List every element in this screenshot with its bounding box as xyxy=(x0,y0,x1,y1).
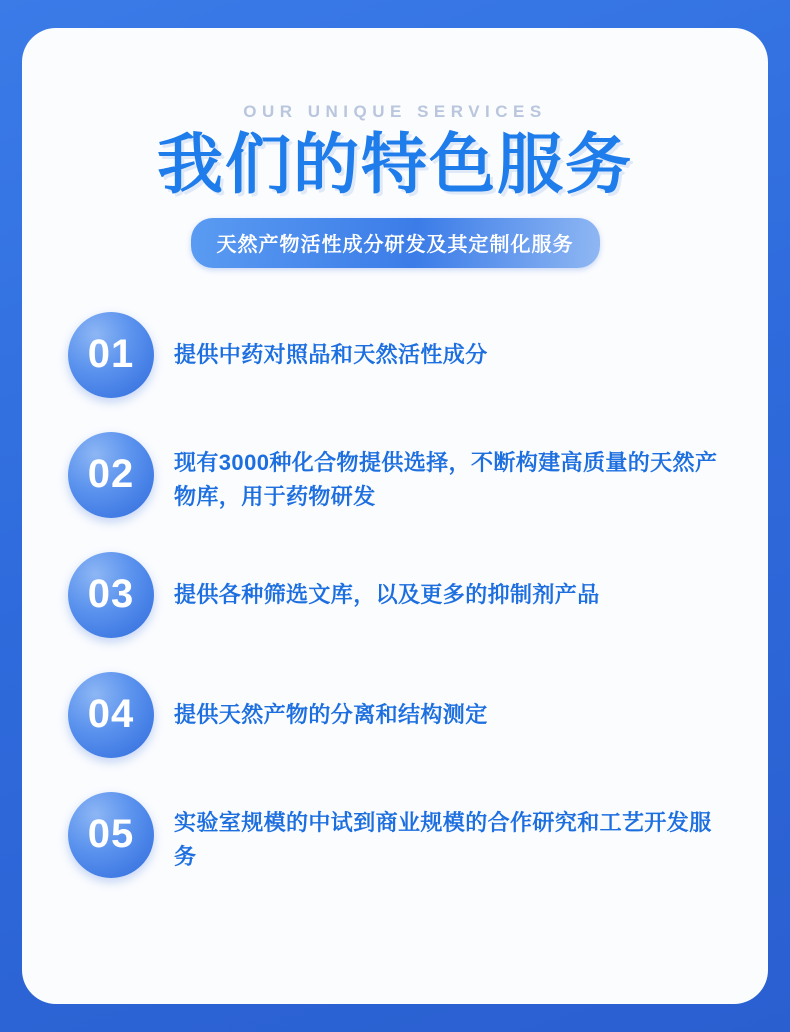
page-title: 我们的特色服务 xyxy=(157,127,633,201)
list-item xyxy=(68,432,730,518)
item-text: 提供各种筛选文库，以及更多的抑制剂产品 xyxy=(174,581,600,607)
eyebrow-text: OUR UNIQUE SERVICES xyxy=(243,102,547,121)
list-item xyxy=(68,312,730,398)
item-text: 提供中药对照品和天然活性成分 xyxy=(174,341,488,367)
item-number-badge: 02 xyxy=(68,432,154,518)
item-number-badge: 05 xyxy=(68,792,154,878)
item-number-badge: 01 xyxy=(68,312,154,398)
item-number-badge: 03 xyxy=(68,552,154,638)
services-list xyxy=(56,312,734,878)
poster-card xyxy=(22,28,768,1004)
subtitle-badge: 天然产物活性成分研发及其定制化服务 xyxy=(191,218,600,268)
list-item xyxy=(68,552,730,638)
subtitle-container xyxy=(56,218,734,268)
item-text: 现有3000种化合物提供选择，不断构建高质量的天然产物库，用于药物研发 xyxy=(174,449,718,509)
item-number-badge: 04 xyxy=(68,672,154,758)
list-item xyxy=(68,672,730,758)
item-text: 实验室规模的中试到商业规模的合作研究和工艺开发服务 xyxy=(174,809,712,869)
list-item xyxy=(68,792,730,878)
item-text: 提供天然产物的分离和结构测定 xyxy=(174,701,488,727)
